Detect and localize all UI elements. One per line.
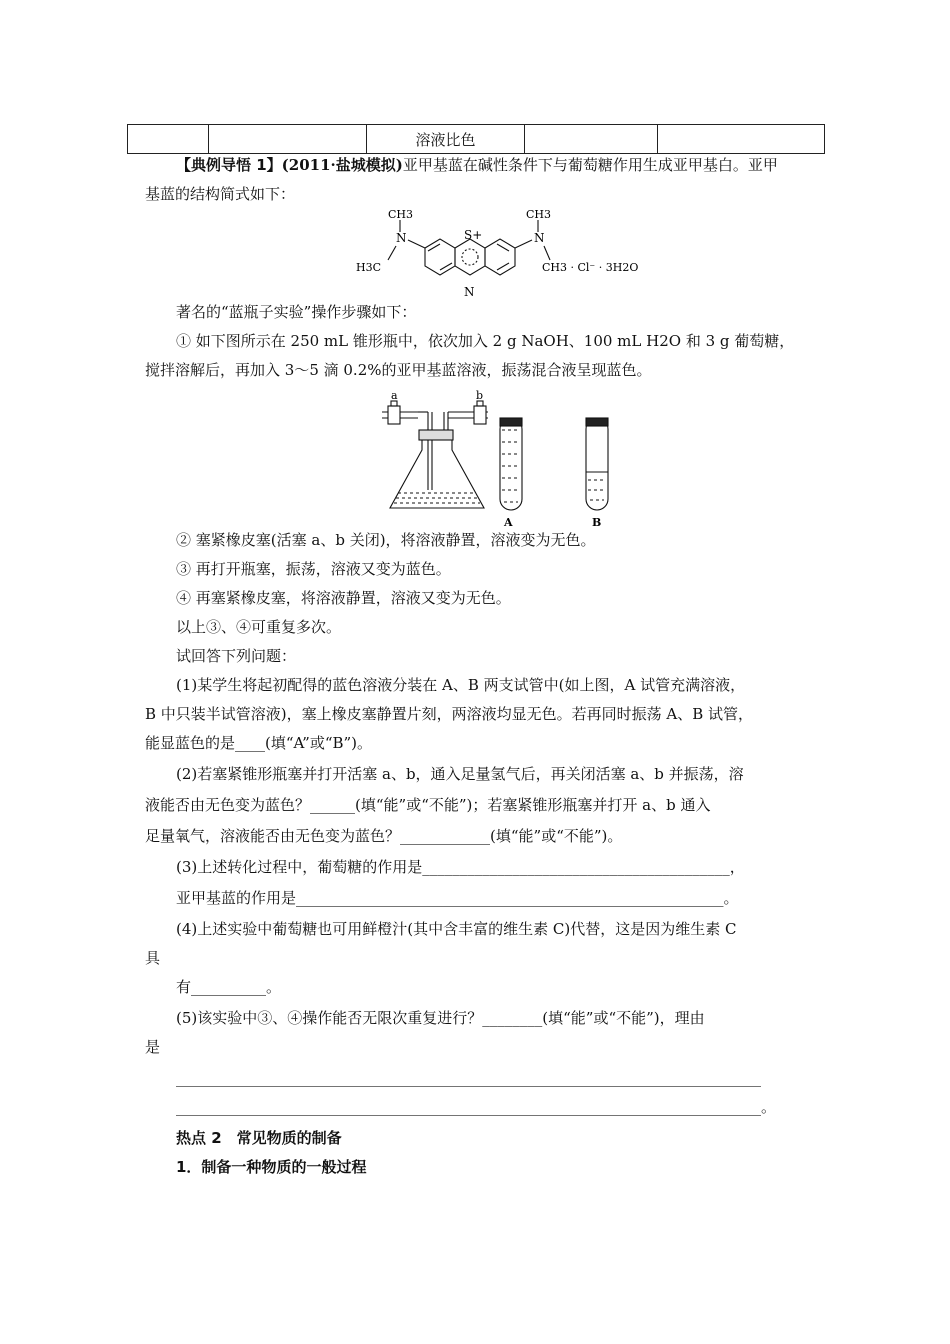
formula-tail: CH3 · Cl⁻ · 3H2O xyxy=(542,261,639,274)
stopper xyxy=(419,430,453,440)
hotspot-subtitle: 1．制备一种物质的一般过程 xyxy=(176,1158,367,1176)
valve-a-label: a xyxy=(391,390,398,402)
question-2a: (2)若塞紧锥形瓶塞并打开活塞 a、b，通入足量氢气后，再关闭活塞 a、b 并振荡，溶 xyxy=(176,765,744,783)
h3c-label: H3C xyxy=(356,261,382,274)
step-1b: 搅拌溶解后，再加入 3～5 滴 0.2%的亚甲基蓝溶液，振荡混合液呈现蓝色。 xyxy=(145,361,652,379)
valve-b xyxy=(474,406,486,424)
question-3b: 亚甲基蓝的作用是_________________________________________________________。 xyxy=(176,889,739,907)
center-ring xyxy=(455,239,485,275)
tube-b-label: B xyxy=(592,516,602,529)
example-heading xyxy=(176,155,856,175)
n-right: N xyxy=(534,231,545,245)
comparison-table xyxy=(127,124,825,154)
example-tag: 【典例导悟 1】 xyxy=(176,156,282,174)
n-left: N xyxy=(396,231,407,245)
question-2b: 液能否由无色变为蓝色？______(填“能”或“不能”)；若塞紧锥形瓶塞并打开 a、b 通入 xyxy=(145,796,711,814)
test-tube-a xyxy=(500,418,522,510)
step-1a: ① 如下图所示在 250 mL 锥形瓶中，依次加入 2 g NaOH、100 mL H2O 和 3 g 葡萄糖， xyxy=(176,332,795,350)
table-cell: 溶液比色 xyxy=(367,125,525,154)
step-2: ② 塞紧橡皮塞(活塞 a、b 关闭)，将溶液静置，溶液变为无色。 xyxy=(176,531,596,549)
s-plus: S+ xyxy=(464,228,483,242)
question-3a: (3)上述转化过程中，葡萄糖的作用是_________________________________________， xyxy=(176,858,745,876)
question-1b: B 中只装半试管溶液)，塞上橡皮塞静置片刻，两溶液均显无色。若再同时振荡 A、B 试管， xyxy=(145,705,754,723)
repeat-note: 以上③、④可重复多次。 xyxy=(176,618,342,636)
tube-a-label: A xyxy=(504,516,513,529)
answer-blank-1: ______________________________________________________________________________ xyxy=(176,1069,761,1087)
valve-b-label: b xyxy=(476,390,484,402)
question-5b: 是 xyxy=(145,1038,161,1056)
apparatus-figure xyxy=(372,390,632,530)
step-3: ③ 再打开瓶塞，振荡，溶液又变为蓝色。 xyxy=(176,560,451,578)
valve-a xyxy=(388,406,400,424)
table-row xyxy=(128,125,825,154)
center-ring-circle xyxy=(462,249,478,265)
question-4b: 具 xyxy=(145,949,161,967)
question-2c: 足量氧气，溶液能否由无色变为蓝色？____________(填“能”或“不能”)。 xyxy=(145,827,623,845)
table-cell xyxy=(209,125,367,154)
question-4a: (4)上述实验中葡萄糖也可用鲜橙汁(其中含丰富的维生素 C)代替，这是因为维生素 C xyxy=(176,920,737,938)
example-intro-2: 基蓝的结构简式如下： xyxy=(145,185,296,203)
methylene-blue-structure xyxy=(350,208,640,304)
table-cell xyxy=(128,125,209,154)
table-cell xyxy=(525,125,658,154)
n-bottom: N xyxy=(464,285,475,299)
question-1a: (1)某学生将起初配得的蓝色溶液分装在 A、B 两支试管中(如上图，A 试管充满溶液， xyxy=(176,676,746,694)
step-4: ④ 再塞紧橡皮塞，将溶液静置，溶液又变为无色。 xyxy=(176,589,511,607)
question-1c: 能显蓝色的是____(填“A”或“B”)。 xyxy=(145,734,373,752)
question-4c: 有__________。 xyxy=(176,978,282,996)
ch3-left-top: CH3 xyxy=(388,208,414,221)
right-ring xyxy=(485,239,515,275)
example-source: (2011·盐城模拟) xyxy=(281,156,403,174)
example-intro-1: 亚甲基蓝在碱性条件下与葡萄糖作用生成亚甲基白。亚甲 xyxy=(402,156,778,174)
ch3-right-top: CH3 xyxy=(526,208,552,221)
test-tube-b xyxy=(586,418,608,510)
answer-blank-2: ______________________________________________________________________________。 xyxy=(176,1098,777,1116)
table-cell xyxy=(658,125,825,154)
question-5a: (5)该实验中③、④操作能否无限次重复进行？________(填“能”或“不能”)，理由 xyxy=(176,1009,705,1027)
question-intro: 试回答下列问题： xyxy=(176,647,297,665)
steps-title: 著名的“蓝瓶子实验”操作步骤如下： xyxy=(176,303,417,321)
hotspot-title: 热点 2 常见物质的制备 xyxy=(176,1129,342,1147)
